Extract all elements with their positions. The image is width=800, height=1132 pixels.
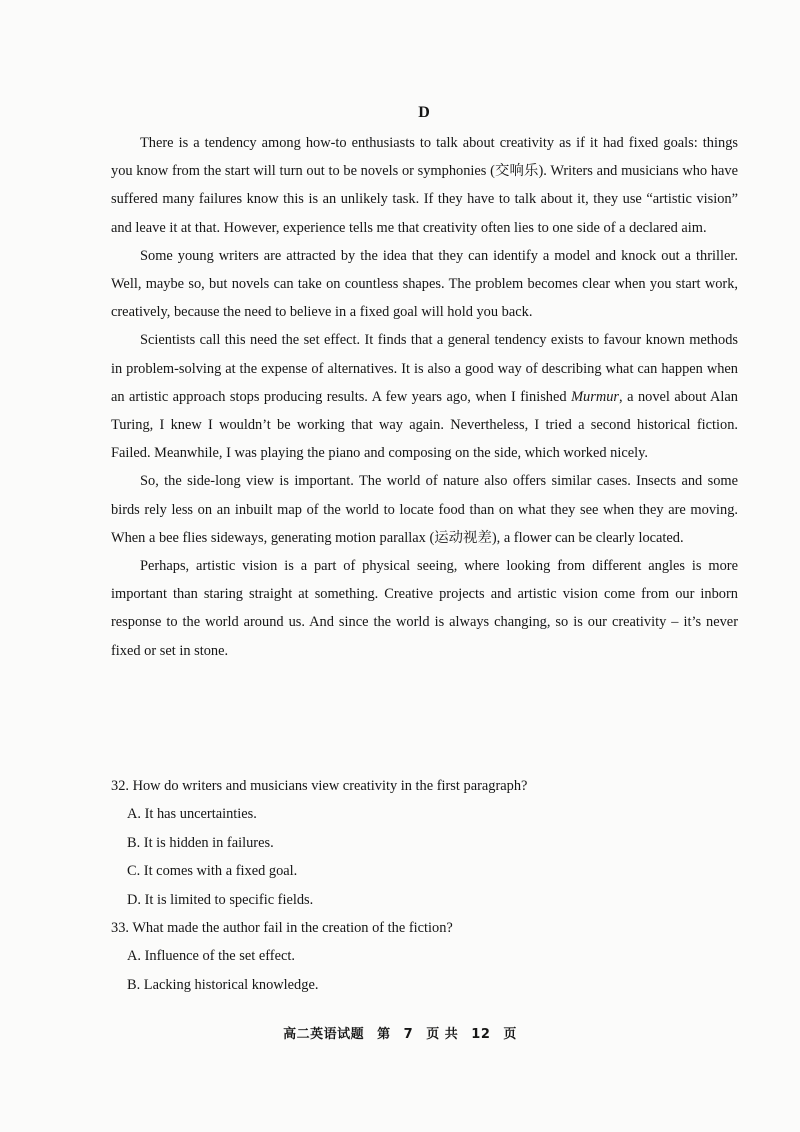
footer-page-number: 7 [403, 1027, 414, 1042]
reading-passage [111, 129, 738, 665]
footer-page-total: 12 [471, 1027, 491, 1042]
question-section [111, 772, 738, 999]
option-a[interactable]: A. Influence of the set effect. [127, 948, 295, 965]
passage-paragraph-3: Scientists call this need the set effect. It finds that a general tendency exists to favour known methods in problem-solving at the expense of alternatives. It is also a good way of describing what can happen when an artistic approach stops producing results. A few years ago, when I finished Murmur, a novel about Alan Turing, I knew I wouldn’t be working that way again. Nevertheless, I tried a second historical fiction. Failed. Meanwhile, I was playing the piano and composing on the side, which worked nicely. [111, 332, 739, 462]
question-32 [111, 772, 738, 914]
question-stem: 32. How do writers and musicians view creativity in the first paragraph? [111, 778, 528, 794]
footer-page-mid: 页 共 [426, 1027, 459, 1042]
footer-page-suffix: 页 [503, 1027, 517, 1042]
option-b[interactable]: B. It is hidden in failures. [127, 834, 274, 851]
question-stem: 33. What made the author fail in the creation of the fiction? [111, 920, 453, 937]
option-a[interactable]: A. It has uncertainties. [127, 806, 257, 823]
passage-paragraph-1: There is a tendency among how-to enthusiasts to talk about creativity as if it had fixed goals: things you know from the start will turn out to be novels or symphonies (交响乐). Writers and musicians who have suffered many failures know this is an unlikely task. If they have to talk about it, they use “artistic vision” and leave it at that. However, experience tells me that creativity often lies to one side of a declared aim. [111, 135, 738, 236]
question-33 [111, 914, 738, 999]
option-b[interactable]: B. Lacking historical knowledge. [127, 976, 319, 993]
option-d[interactable]: D. It is limited to specific fields. [127, 891, 314, 908]
option-c[interactable]: C. It comes with a fixed goal. [127, 863, 298, 880]
footer-page-prefix: 第 [377, 1027, 391, 1042]
passage-paragraph-2: Some young writers are attracted by the idea that they can identify a model and knock out a thriller. Well, maybe so, but novels can take on countless shapes. The problem becomes clear when you start work, creatively, because the need to believe in a fixed goal will hold you back. [111, 247, 738, 321]
option-list [111, 942, 738, 999]
page-footer [0, 1023, 800, 1042]
book-title: Murmur [571, 388, 620, 405]
section-heading: D [418, 104, 430, 121]
passage-paragraph-4: So, the side-long view is important. The world of nature also offers similar cases. Insects and some birds rely less on an inbuilt map of the world to locate food than on what they see when they are moving. When a bee flies sideways, generating motion parallax (运动视差), a flower can be clearly located. [111, 473, 738, 546]
passage-paragraph-5: Perhaps, artistic vision is a part of physical seeing, where looking from different angles is more important than staring straight at something. Creative projects and artistic vision come from our inborn response to the world around us. And since the world is always changing, so is our creativity – it’s never fixed or set in stone. [111, 558, 738, 659]
option-list [111, 800, 738, 914]
footer-subject: 高二英语试题 [283, 1027, 365, 1042]
